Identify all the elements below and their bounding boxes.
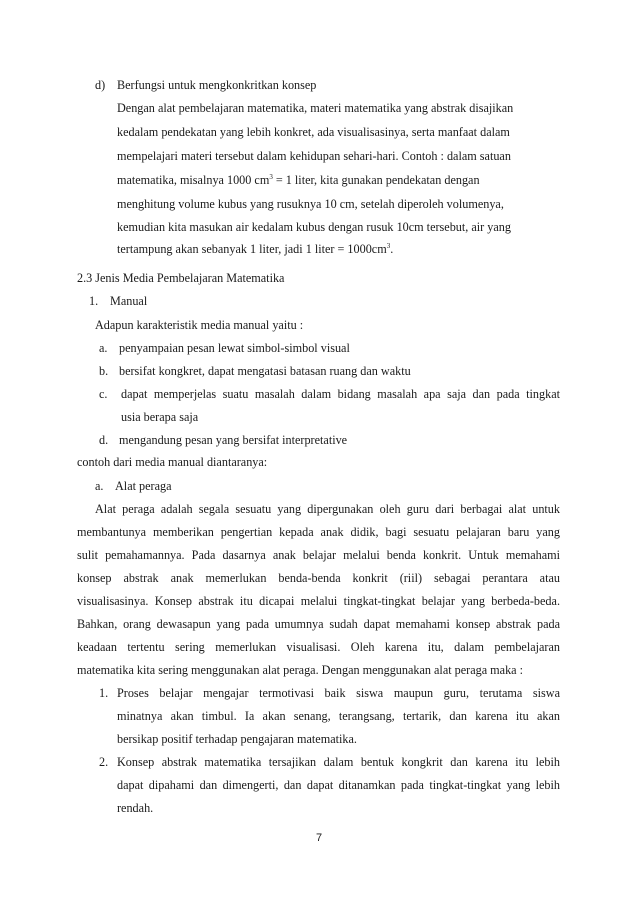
paragraph-line: matematika kita sering menggunakan alat peraga. Dengan menggunakan alat peraga maka : bbox=[77, 663, 524, 677]
paragraph-line: Bahkan, orang dewasapun yang pada umumnya sudah dapat memahami konsep abstrak pada bbox=[77, 617, 560, 631]
page-number: 7 bbox=[315, 832, 323, 844]
item-d-title: Berfungsi untuk mengkonkritkan konsep bbox=[117, 78, 317, 92]
item-d-marker: d) bbox=[95, 78, 106, 92]
manual-marker: 1. bbox=[89, 294, 99, 308]
alat-peraga-marker: a. bbox=[95, 479, 104, 493]
paragraph-line: matematika, misalnya 1000 $cm^3 = 1$ liter, kita gunakan pendekatan dengan bbox=[117, 172, 480, 187]
point-line: bersikap positif terhadap pengajaran matematika. bbox=[117, 732, 357, 746]
point-line: minatnya akan timbul. Ia akan senang, terangsang, tertarik, dan karena itu akan bbox=[117, 709, 560, 723]
paragraph-line: tertampung akan sebanyak 1 liter, jadi 1 liter = $1000cm^3$. bbox=[117, 241, 394, 256]
list-item: penyampaian pesan lewat simbol-simbol visual bbox=[119, 341, 350, 355]
list-item: mengandung pesan yang bersifat interpretative bbox=[119, 433, 348, 447]
section-heading: 2.3 Jenis Media Pembelajaran Matematika bbox=[77, 271, 285, 285]
point-marker: 1. bbox=[99, 686, 109, 700]
list-marker: d. bbox=[99, 433, 109, 447]
list-marker: b. bbox=[99, 364, 109, 378]
paragraph-line: mempelajari materi tersebut dalam kehidupan sehari-hari. Contoh : dalam satuan bbox=[117, 149, 511, 163]
paragraph-line: kemudian kita masukan air kedalam kubus dengan rusuk 10cm tersebut, air yang bbox=[117, 220, 511, 234]
list-marker: a. bbox=[99, 341, 108, 355]
paragraph-line: menghitung volume kubus yang rusuknya 10 cm, setelah diperoleh volumenya, bbox=[117, 197, 504, 211]
point-line: Proses belajar mengajar termotivasi baik siswa maupun guru, terutama siswa bbox=[117, 686, 560, 700]
list-item: bersifat kongkret, dapat mengatasi batasan ruang dan waktu bbox=[119, 364, 411, 378]
list-item: dapat memperjelas suatu masalah dalam bidang masalah apa saja dan pada tingkat bbox=[121, 387, 560, 401]
paragraph-line: keadaan tertentu sering memerlukan visualisasi. Oleh karena itu, dalam pembelajaran bbox=[77, 640, 560, 654]
point-line: dapat dipahami dan dimengerti, dan dapat ditanamkan pada tingkat-tingkat yang lebih bbox=[117, 778, 560, 792]
paragraph-line: kedalam pendekatan yang lebih konkret, ada visualisasinya, serta manfaat dalam bbox=[117, 125, 510, 139]
paragraph-line: Dengan alat pembelajaran matematika, materi matematika yang abstrak disajikan bbox=[117, 101, 514, 115]
manual-title: Manual bbox=[110, 294, 148, 308]
paragraph-line: konsep abstrak anak memerlukan benda-benda konkrit (riil) sebagai perantara atau bbox=[77, 571, 560, 585]
paragraph-line: sulit pemahamannya. Pada dasarnya anak belajar melalui benda konkrit. Untuk memahami bbox=[77, 548, 560, 562]
paragraph-line: visualisasinya. Konsep abstrak itu dicapai melalui tingkat-tingkat belajar yang berbeda-beda. bbox=[77, 594, 560, 608]
point-line: rendah. bbox=[117, 801, 154, 815]
list-item-continuation: usia berapa saja bbox=[121, 410, 199, 424]
examples-intro: contoh dari media manual diantaranya: bbox=[77, 455, 268, 469]
paragraph-line: Alat peraga adalah segala sesuatu yang dipergunakan oleh guru dari berbagai alat untuk bbox=[95, 502, 560, 516]
paragraph-line: membantunya memberikan pengertian kepada anak didik, bagi sesuatu pelajaran baru yang bbox=[77, 525, 560, 539]
alat-peraga-title: Alat peraga bbox=[115, 479, 172, 493]
list-marker: c. bbox=[99, 387, 108, 401]
point-marker: 2. bbox=[99, 755, 109, 769]
manual-intro: Adapun karakteristik media manual yaitu : bbox=[95, 318, 304, 332]
point-line: Konsep abstrak matematika tersajikan dalam bentuk kongkrit dan karena itu lebih bbox=[117, 755, 560, 769]
